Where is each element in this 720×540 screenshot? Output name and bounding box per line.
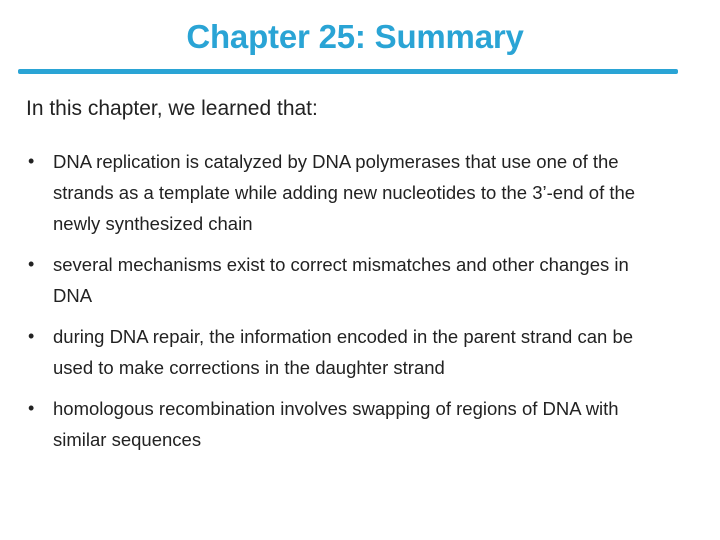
summary-bullet-list	[26, 146, 666, 465]
list-item	[26, 393, 666, 455]
intro-text: In this chapter, we learned that:	[26, 97, 318, 120]
bullet-dot-icon: •	[28, 326, 35, 346]
bullet-text: several mechanisms exist to correct mismatches and other changes in DNA	[53, 254, 629, 306]
list-item	[26, 321, 666, 383]
bullet-dot-icon: •	[28, 151, 35, 171]
bullet-text: homologous recombination involves swapping of regions of DNA with similar sequences	[53, 398, 619, 450]
list-item	[26, 146, 666, 239]
bullet-dot-icon: •	[28, 254, 35, 274]
list-item	[26, 249, 666, 311]
title-underline-divider	[18, 69, 678, 74]
bullet-dot-icon: •	[28, 398, 35, 418]
slide-title: Chapter 25: Summary	[186, 18, 524, 55]
bullet-text: DNA replication is catalyzed by DNA polymerases that use one of the strands as a template while adding new nucleotides to the 3’-end of the newly synthesized chain	[53, 151, 636, 234]
bullet-text: during DNA repair, the information encoded in the parent strand can be used to make corrections in the daughter strand	[53, 326, 634, 378]
